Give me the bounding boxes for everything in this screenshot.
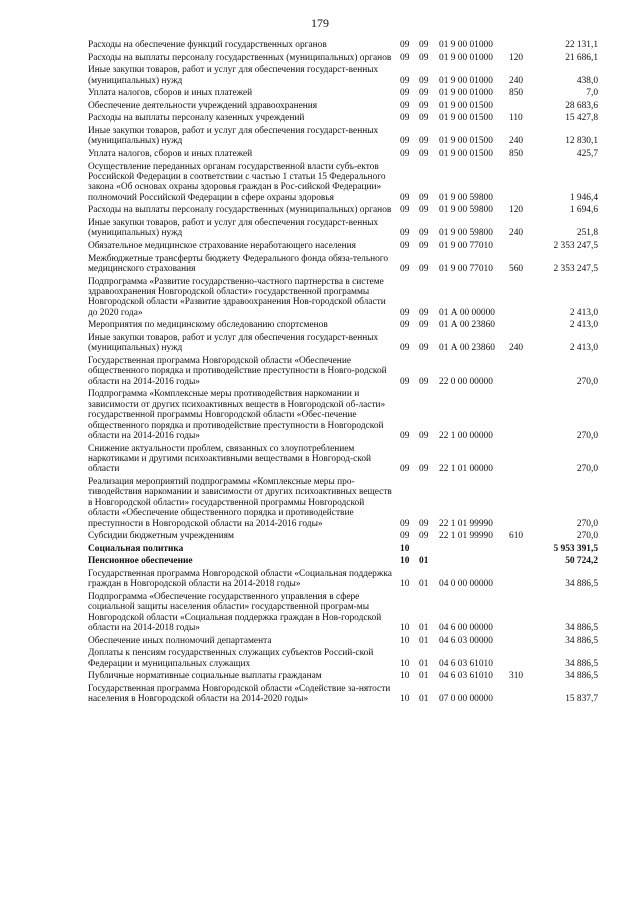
razdel-code: 10	[400, 556, 410, 567]
podrazdel-code: 09	[419, 205, 429, 216]
podrazdel-code: 09	[419, 148, 429, 159]
podrazdel-code: 01	[419, 623, 429, 634]
target-article-code: 01 9 00 01000	[439, 40, 493, 50]
row-name: Иные закупки товаров, работ и услуг для обеспечения государст-венных (муниципальных) нужд	[88, 217, 379, 239]
podrazdel-code: 09	[419, 136, 429, 147]
target-article-code: 22 1 00 00000	[439, 431, 493, 441]
razdel-code: 10	[400, 579, 410, 590]
table-row	[88, 544, 598, 554]
expense-type-code: 240	[509, 228, 524, 239]
page-number: 179	[311, 16, 329, 30]
target-article-code: 01 А 00 00000	[439, 307, 495, 318]
target-article-code: 01 9 00 01500	[439, 100, 493, 111]
razdel-code: 09	[400, 240, 410, 251]
amount-value: 270,0	[576, 518, 598, 529]
table-row	[88, 205, 598, 215]
razdel-code: 09	[400, 320, 410, 331]
table-row	[88, 126, 598, 147]
table-row	[88, 149, 598, 159]
podrazdel-code: 09	[419, 531, 429, 542]
row-name: Доплаты к пенсиям государственных служащих субъектов Россий-ской Федерации и муниципальных служащих	[88, 648, 374, 669]
amount-value: 1 946,4	[569, 192, 598, 203]
amount-value: 34 886,5	[565, 635, 598, 646]
podrazdel-code: 09	[419, 40, 429, 50]
amount-value: 438,0	[576, 75, 598, 86]
expense-type-code: 240	[509, 343, 524, 354]
razdel-code: 10	[400, 635, 410, 646]
razdel-code: 10	[400, 694, 410, 705]
target-article-code: 01 9 00 01000	[439, 88, 493, 99]
podrazdel-code: 01	[419, 658, 429, 669]
row-name: Государственная программа Новгородской области «Обеспечение общественного порядка и противодействие преступности в Новго-родской области на 2014-2016 годы»	[88, 355, 387, 387]
podrazdel-code: 09	[419, 113, 429, 124]
row-name: Пенсионное обеспечение	[88, 556, 193, 567]
razdel-code: 10	[400, 623, 410, 634]
razdel-code: 09	[400, 343, 410, 354]
row-name: Расходы на выплаты персоналу казенных учреждений	[88, 113, 305, 124]
target-article-code: 01 9 00 77010	[439, 240, 493, 251]
table-row	[88, 569, 598, 590]
table-row	[88, 356, 598, 387]
razdel-code: 09	[400, 148, 410, 159]
table-row	[88, 162, 598, 204]
amount-value: 28 683,6	[565, 100, 598, 111]
podrazdel-code: 09	[419, 376, 429, 387]
razdel-code: 09	[400, 464, 410, 475]
amount-value: 1 694,6	[569, 205, 598, 216]
row-name: Расходы на выплаты персоналу государственных (муниципальных) органов	[88, 205, 392, 216]
table-row	[88, 65, 598, 86]
row-name: Субсидии бюджетным учреждениям	[88, 531, 234, 542]
razdel-code: 10	[400, 543, 410, 554]
target-article-code: 22 1 01 99990	[439, 531, 493, 542]
row-name: Государственная программа Новгородской области «Содействие за-нятости населения в Новгородской области на 2014-2020 годы»	[88, 684, 391, 705]
target-article-code: 01 9 00 59800	[439, 228, 493, 239]
amount-value: 270,0	[576, 376, 598, 387]
razdel-code: 09	[400, 205, 410, 216]
amount-value: 22 131,1	[565, 40, 598, 50]
target-article-code: 01 9 00 01000	[439, 52, 493, 63]
amount-value: 34 886,5	[565, 623, 598, 634]
expense-type-code: 240	[509, 136, 524, 147]
target-article-code: 04 6 03 61010	[439, 658, 493, 669]
row-name: Подпрограмма «Развитие государственно-частного партнерства в системе здравоохранения Новгородской области» государственной программы Новгородской области «Развитие здравоохранения Нов-городской области до 2020 года»	[88, 276, 386, 318]
podrazdel-code: 01	[419, 694, 429, 705]
razdel-code: 09	[400, 263, 410, 274]
amount-value: 15 427,8	[565, 113, 598, 124]
razdel-code: 09	[400, 228, 410, 239]
row-name: Социальная политика	[88, 543, 184, 554]
target-article-code: 01 9 00 77010	[439, 263, 493, 274]
table-row	[88, 648, 598, 669]
row-name: Мероприятия по медицинскому обследованию спортсменов	[88, 320, 328, 331]
razdel-code: 09	[400, 192, 410, 203]
target-article-code: 01 А 00 23860	[439, 343, 495, 354]
target-article-code: 22 1 01 99990	[439, 518, 493, 529]
target-article-code: 01 А 00 23860	[439, 320, 495, 331]
target-article-code: 01 9 00 01000	[439, 75, 493, 86]
podrazdel-code: 09	[419, 52, 429, 63]
podrazdel-code: 09	[419, 343, 429, 354]
amount-value: 15 837,7	[565, 694, 598, 705]
amount-value: 2 353 247,5	[553, 240, 598, 251]
amount-value: 5 953 391,5	[553, 543, 598, 554]
expense-type-code: 120	[509, 205, 524, 216]
podrazdel-code: 09	[419, 192, 429, 203]
budget-table	[88, 40, 598, 707]
row-name: Публичные нормативные социальные выплаты гражданам	[88, 671, 322, 682]
razdel-code: 09	[400, 307, 410, 318]
target-article-code: 07 0 00 00000	[439, 694, 493, 705]
amount-value: 21 686,1	[565, 52, 598, 63]
table-row	[88, 671, 598, 681]
table-row	[88, 40, 598, 50]
amount-value: 12 830,1	[565, 136, 598, 147]
table-row	[88, 218, 598, 239]
row-name: Снижение актуальности проблем, связанных со злоупотреблением наркотиками и другими психоактивными веществами в Новгород-ской области	[88, 443, 372, 475]
podrazdel-code: 09	[419, 263, 429, 274]
expense-type-code: 120	[509, 52, 524, 63]
podrazdel-code: 09	[419, 518, 429, 529]
podrazdel-code: 01	[419, 671, 429, 682]
podrazdel-code: 09	[419, 464, 429, 475]
target-article-code: 01 9 00 59800	[439, 192, 493, 203]
table-row	[88, 531, 598, 541]
target-article-code: 01 9 00 01500	[439, 136, 493, 147]
target-article-code: 04 6 03 00000	[439, 635, 493, 646]
podrazdel-code: 01	[419, 635, 429, 646]
table-row	[88, 113, 598, 123]
table-row	[88, 241, 598, 251]
expense-type-code: 560	[509, 263, 524, 274]
razdel-code: 09	[400, 376, 410, 387]
target-article-code: 01 9 00 01500	[439, 113, 493, 124]
expense-type-code: 310	[509, 671, 524, 682]
razdel-code: 10	[400, 671, 410, 682]
row-name: Обязательное медицинское страхование неработающего населения	[88, 240, 356, 251]
amount-value: 270,0	[576, 431, 598, 441]
amount-value: 270,0	[576, 531, 598, 542]
amount-value: 2 353 247,5	[553, 263, 598, 274]
row-name: Обеспечение деятельности учреждений здравоохранения	[88, 100, 318, 111]
podrazdel-code: 01	[419, 556, 429, 567]
target-article-code: 04 6 03 61010	[439, 671, 493, 682]
table-row	[88, 254, 598, 275]
razdel-code: 09	[400, 40, 410, 50]
row-name: Обеспечение иных полномочий департамента	[88, 635, 272, 646]
amount-value: 7,0	[586, 88, 598, 99]
podrazdel-code: 09	[419, 75, 429, 86]
expense-type-code: 240	[509, 75, 524, 86]
razdel-code: 10	[400, 658, 410, 669]
table-row	[88, 556, 598, 566]
amount-value: 270,0	[576, 464, 598, 475]
target-article-code: 01 9 00 01500	[439, 148, 493, 159]
amount-value: 2 413,0	[569, 320, 598, 331]
row-name: Уплата налогов, сборов и иных платежей	[88, 148, 253, 159]
table-row	[88, 88, 598, 98]
podrazdel-code: 09	[419, 307, 429, 318]
target-article-code: 22 1 01 00000	[439, 464, 493, 475]
table-row	[88, 444, 598, 475]
row-name: Уплата налогов, сборов и иных платежей	[88, 88, 253, 99]
podrazdel-code: 09	[419, 100, 429, 111]
table-row	[88, 592, 598, 634]
row-name: Иные закупки товаров, работ и услуг для обеспечения государст-венных (муниципальных) нужд	[88, 332, 379, 354]
row-name: Межбюджетные трансферты бюджету Федерального фонда обяза-тельного медицинского страхования	[88, 253, 389, 274]
expense-type-code: 110	[509, 113, 523, 124]
podrazdel-code: 01	[419, 579, 429, 590]
table-row	[88, 333, 598, 354]
table-row	[88, 684, 598, 705]
target-article-code: 04 0 00 00000	[439, 579, 493, 590]
razdel-code: 09	[400, 518, 410, 529]
row-name: Расходы на обеспечение функций государственных органов	[88, 40, 327, 50]
expense-type-code: 850	[509, 88, 524, 99]
row-name: Осуществление переданных органам государственной власти субъ-ектов Российской Федерации в соответствии с частью 1 статьи 15 Федерального закона «Об основах охраны здоровья граждан в Рос-сийской Федерации» полномочий Российской Федерации в сфере охраны здоровья	[88, 161, 386, 203]
expense-type-code: 610	[509, 531, 524, 542]
razdel-code: 09	[400, 431, 410, 441]
row-name: Реализация мероприятий подпрограммы «Комплексные меры про-тиводействия наркомании и зависимости от других психоактивных веществ в Новгородской области» государственной программы Новгородской области «Обеспечение общественного порядка и противодействие преступности в Новгородской области на 2014-2016 годы»	[88, 477, 392, 529]
amount-value: 425,7	[576, 148, 598, 159]
row-name: Иные закупки товаров, работ и услуг для обеспечения государст-венных (муниципальных) нужд	[88, 65, 379, 86]
razdel-code: 09	[400, 113, 410, 124]
table-row	[88, 53, 598, 63]
podrazdel-code: 09	[419, 431, 429, 441]
amount-value: 34 886,5	[565, 658, 598, 669]
table-row	[88, 636, 598, 646]
razdel-code: 09	[400, 75, 410, 86]
table-row	[88, 101, 598, 111]
row-name: Государственная программа Новгородской области «Социальная поддержка граждан в Новгородской области на 2014-2018 годы»	[88, 569, 392, 590]
podrazdel-code: 09	[419, 88, 429, 99]
podrazdel-code: 09	[419, 240, 429, 251]
row-name: Иные закупки товаров, работ и услуг для обеспечения государст-венных (муниципальных) нужд	[88, 125, 379, 147]
row-name: Подпрограмма «Обеспечение государственного управления в сфере социальной защиты населения области» государственной програм-мы Новгородской области «Социальная поддержка граждан в Нов-городской области на 2014-2018 годы»	[88, 592, 382, 634]
table-row	[88, 277, 598, 319]
razdel-code: 09	[400, 100, 410, 111]
amount-value: 2 413,0	[569, 307, 598, 318]
amount-value: 2 413,0	[569, 343, 598, 354]
razdel-code: 09	[400, 88, 410, 99]
amount-value: 50 724,2	[565, 556, 598, 567]
target-article-code: 01 9 00 59800	[439, 205, 493, 216]
table-row	[88, 477, 598, 529]
target-article-code: 04 6 00 00000	[439, 623, 493, 634]
table-row	[88, 320, 598, 330]
amount-value: 251,8	[576, 228, 598, 239]
razdel-code: 09	[400, 136, 410, 147]
target-article-code: 22 0 00 00000	[439, 376, 493, 387]
razdel-code: 09	[400, 52, 410, 63]
row-name: Расходы на выплаты персоналу государственных (муниципальных) органов	[88, 52, 392, 63]
podrazdel-code: 09	[419, 320, 429, 331]
podrazdel-code: 09	[419, 228, 429, 239]
amount-value: 34 886,5	[565, 579, 598, 590]
row-name: Подпрограмма «Комплексные меры противодействия наркомании и зависимости от других психоактивных веществ в Новгородской об-ласти» государственной программы Новгородской области «Обес-печение общественного порядка и противодействие преступности в Новгородской области на 2014-2016 годы»	[88, 389, 386, 441]
amount-value: 34 886,5	[565, 671, 598, 682]
table-row	[88, 389, 598, 441]
expense-type-code: 850	[509, 148, 524, 159]
razdel-code: 09	[400, 531, 410, 542]
